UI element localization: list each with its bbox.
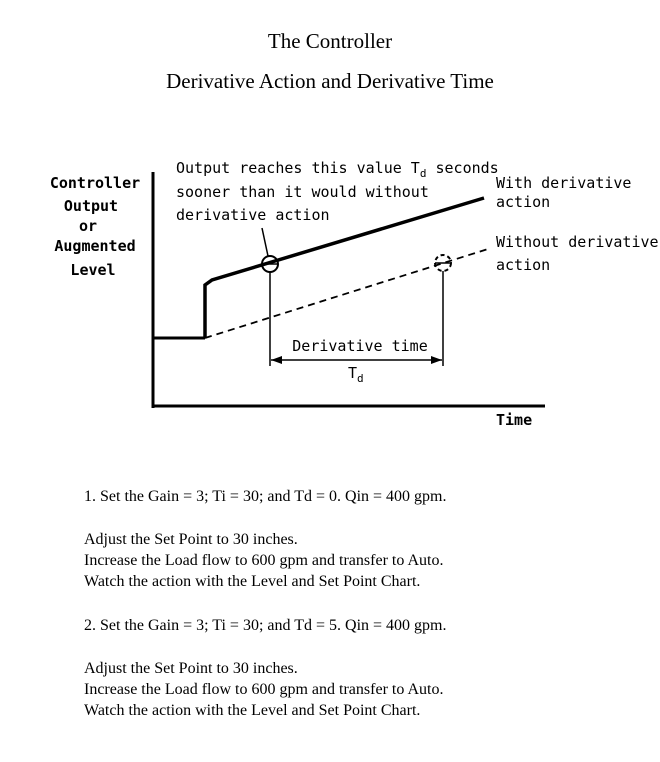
arrowhead-left: [271, 356, 282, 364]
annotation-leader: [262, 228, 268, 256]
td-symbol: $T_d$: [348, 364, 364, 385]
y-label-line-2: Output: [63, 197, 119, 215]
derivative-action-diagram: [0, 150, 660, 440]
step-2-line: Watch the action with the Level and Set Point Chart.: [84, 702, 421, 719]
with-label-line-1: With derivative: [496, 174, 632, 192]
y-label-line-3: or: [78, 217, 98, 235]
without-label-line-1: Without derivative: [496, 233, 659, 251]
annotation-line-2: sooner than it would without: [176, 183, 429, 201]
step-1-line: Increase the Load flow to 600 gpm and transfer to Auto.: [84, 552, 444, 569]
x-axis-label: Time: [496, 411, 533, 429]
page-subtitle: Derivative Action and Derivative Time: [166, 69, 494, 93]
y-label-line-4: Augmented: [54, 237, 136, 255]
step-2-instructions: [84, 658, 443, 721]
without-label-line-2: action: [496, 256, 551, 274]
step-1-heading: 1. Set the Gain = 3; Ti = 30; and Td = 0. Qin = 400 gpm.: [84, 488, 447, 505]
step-1-line: Watch the action with the Level and Set Point Chart.: [84, 573, 421, 590]
step-1-line: Adjust the Set Point to 30 inches.: [84, 531, 298, 548]
derivative-time-label: Derivative time: [292, 337, 428, 355]
with-label-line-2: action: [496, 193, 551, 211]
y-label-line-1: Controller: [49, 174, 141, 192]
annotation-line-1: Output reaches this value $T_d$ seconds: [176, 159, 499, 180]
y-label-line-5: Level: [70, 261, 116, 279]
step-2-line: Adjust the Set Point to 30 inches.: [84, 660, 298, 677]
y-axis-label: [50, 174, 140, 279]
annotation-line-3: derivative action: [176, 206, 330, 224]
step-2-line: Increase the Load flow to 600 gpm and transfer to Auto.: [84, 681, 444, 698]
page-title: The Controller: [267, 29, 393, 53]
step-1-instructions: [84, 529, 443, 592]
step-2-heading: 2. Set the Gain = 3; Ti = 30; and Td = 5. Qin = 400 gpm.: [84, 617, 447, 634]
arrowhead-right: [431, 356, 442, 364]
